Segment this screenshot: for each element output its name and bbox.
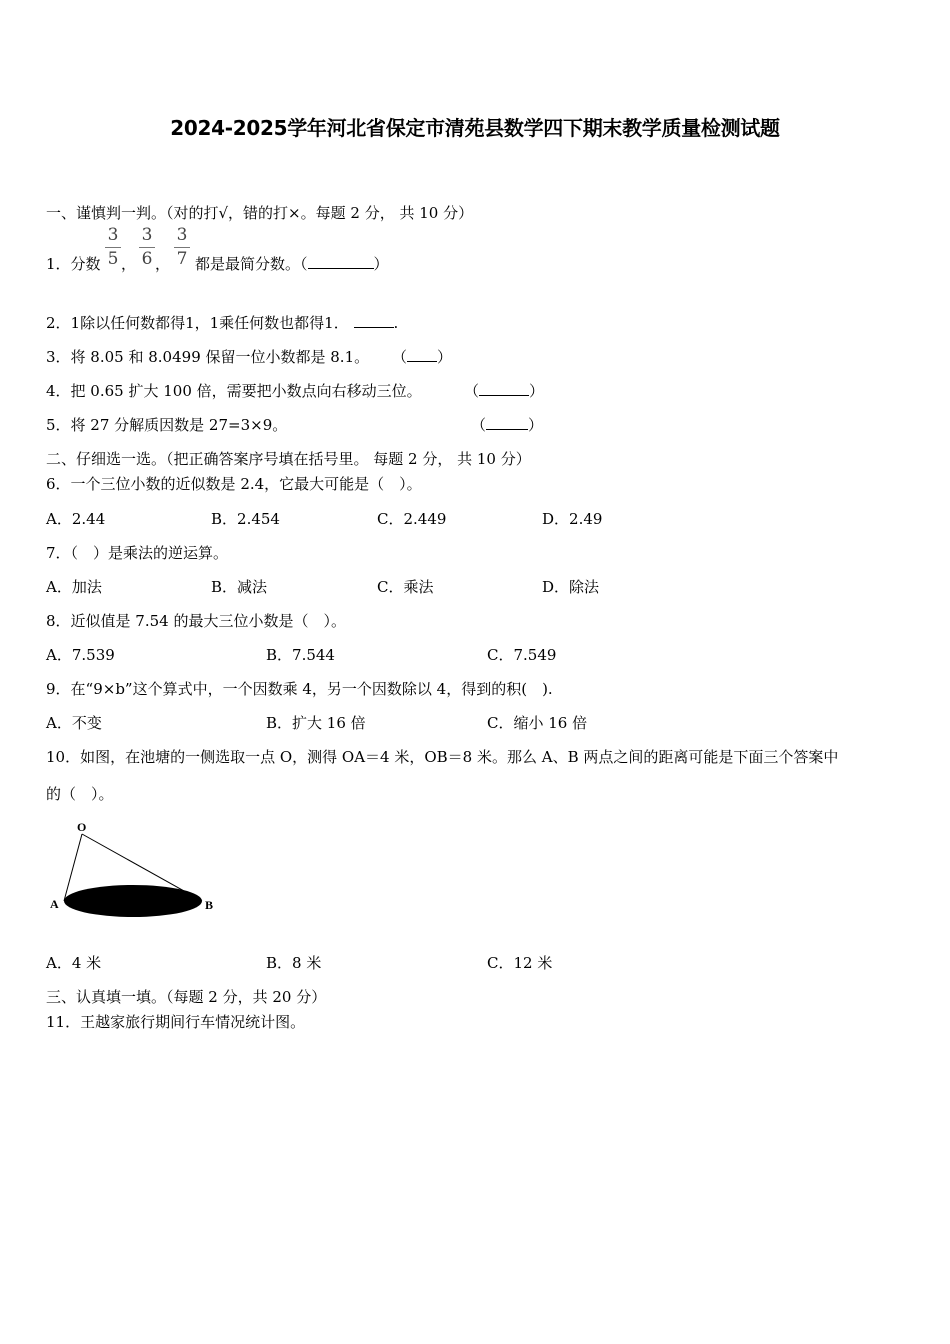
option-a[interactable]: A．2.44 bbox=[46, 510, 106, 528]
line-oa bbox=[64, 834, 82, 901]
option-d[interactable]: D．除法 bbox=[542, 578, 600, 596]
answer-blank[interactable] bbox=[407, 349, 437, 362]
question-3-answer: （ ） bbox=[392, 348, 453, 366]
pond-figure bbox=[44, 816, 224, 926]
question-6: 6．一个三位小数的近似数是 2.4，它最大可能是（ ）。 bbox=[46, 475, 422, 493]
option-c[interactable]: C．2.449 bbox=[377, 510, 447, 528]
fraction-3-7: 3 7 bbox=[174, 226, 190, 268]
answer-blank[interactable] bbox=[308, 256, 374, 269]
section-3-heading: 三、认真填一填。（每题 2 分，共 20 分） bbox=[46, 988, 327, 1006]
question-10-line-1: 10．如图，在池塘的一侧选取一点 O，测得 OA＝4 米，OB＝8 米。那么 A、B 两点之间的距离可能是下面三个答案中 bbox=[46, 748, 839, 766]
option-b[interactable]: B．2.454 bbox=[211, 510, 280, 528]
question-1 bbox=[46, 253, 101, 274]
question-1-suffix: 都是最简分数。（ ） bbox=[195, 255, 389, 273]
option-c[interactable]: C．12 米 bbox=[487, 954, 553, 972]
option-d[interactable]: D．2.49 bbox=[542, 510, 603, 528]
option-a[interactable]: A．4 米 bbox=[46, 954, 102, 972]
option-c[interactable]: C．缩小 16 倍 bbox=[487, 714, 588, 732]
section-1-heading: 一、谨慎判一判。（对的打√，错的打×。每题 2 分， 共 10 分） bbox=[46, 204, 474, 222]
fraction-3-5: 3 5 bbox=[105, 226, 121, 268]
question-8: 8．近似值是 7.54 的最大三位小数是（ ）。 bbox=[46, 612, 346, 630]
question-1-prefix: 1．分数 bbox=[46, 255, 101, 273]
fraction-separator: ， bbox=[121, 255, 137, 273]
option-b[interactable]: B．8 米 bbox=[266, 954, 322, 972]
answer-blank[interactable] bbox=[486, 417, 528, 430]
option-a[interactable]: A．加法 bbox=[46, 578, 102, 596]
fraction-separator: ， bbox=[155, 255, 171, 273]
answer-blank[interactable] bbox=[354, 315, 394, 328]
option-a[interactable]: A．不变 bbox=[46, 714, 102, 732]
label-a: A bbox=[50, 897, 59, 911]
label-o: O bbox=[77, 820, 87, 834]
question-10-line-2: 的（ ）。 bbox=[46, 785, 114, 803]
fraction-3-6: 3 6 bbox=[139, 226, 155, 268]
question-5-answer: （ ） bbox=[471, 416, 544, 434]
option-b[interactable]: B．7.544 bbox=[266, 646, 335, 664]
question-4: 4．把 0.65 扩大 100 倍，需要把小数点向右移动三位。 bbox=[46, 382, 422, 400]
option-c[interactable]: C．乘法 bbox=[377, 578, 434, 596]
option-b[interactable]: B．扩大 16 倍 bbox=[266, 714, 366, 732]
question-11: 11．王越家旅行期间行车情况统计图。 bbox=[46, 1013, 306, 1031]
answer-blank[interactable] bbox=[479, 383, 529, 396]
pond-ellipse bbox=[64, 885, 202, 917]
option-c[interactable]: C．7.549 bbox=[487, 646, 557, 664]
question-3: 3．将 8.05 和 8.0499 保留一位小数都是 8.1。 bbox=[46, 348, 370, 366]
option-a[interactable]: A．7.539 bbox=[46, 646, 115, 664]
page-title: 2024-2025学年河北省保定市清苑县数学四下期末教学质量检测试题 bbox=[170, 116, 780, 140]
question-9: 9．在“9×b”这个算式中，一个因数乘 4，另一个因数除以 4，得到的积( ). bbox=[46, 680, 553, 698]
label-b: B bbox=[205, 898, 214, 912]
question-2: 2．1除以任何数都得1，1乘任何数也都得1． . bbox=[46, 314, 399, 332]
question-4-answer: （ ） bbox=[464, 382, 545, 400]
question-5: 5．将 27 分解质因数是 27=3×9。 bbox=[46, 416, 288, 434]
section-2-heading: 二、仔细选一选。（把正确答案序号填在括号里。 每题 2 分， 共 10 分） bbox=[46, 450, 531, 468]
option-b[interactable]: B．减法 bbox=[211, 578, 268, 596]
question-7: 7．（ ）是乘法的逆运算。 bbox=[46, 544, 229, 562]
